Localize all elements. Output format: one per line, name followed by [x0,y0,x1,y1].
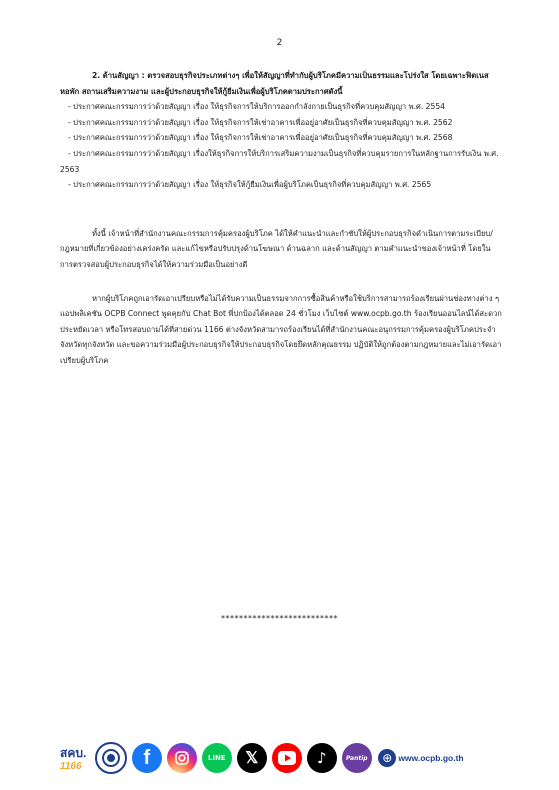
line-icon[interactable] [202,743,232,773]
facebook-icon[interactable]: f [132,743,162,773]
pantip-icon[interactable] [342,743,372,773]
page-number: 2 [276,38,283,48]
document-body [60,68,502,369]
paragraph-guidance: ทั้งนี้ เจ้าหน้าที่สำนักงานคณะกรรมการคุ้มครองผู้บริโภค ได้ให้คำแนะนำและกำชับให้ผู้ประกอบธุรกิจดำเนินการตามระเบียบ/กฎหมายที่เกี่ยวข้องอย่างเคร่งครัด และแก้ไขหรือปรับปรุงด้านโฆษณา ด้านฉลาก และด้านสัญญา ตามคำแนะนำของเจ้าหน้าที่ โดยในการตรวจสอบผู้ประกอบธุรกิจได้ให้ความร่วมมือเป็นอย่างดี [60,228,493,269]
separator: ************************** [221,614,338,623]
globe-icon: ⊕ [378,749,396,767]
announcement-item: - ประกาศคณะกรรมการว่าด้วยสัญญา เรื่องให้ธุรกิจการให้บริการเสริมความงามเป็นธุรกิจที่ควบคุมรายการในหลักฐานการรับเงิน พ.ศ. 2563 [60,146,502,177]
announcement-list [60,99,502,193]
section-heading: 2. ด้านสัญญา : ตรวจสอบธุรกิจประเภทต่างๆ เพื่อให้สัญญาที่ทำกับผู้บริโภคมีความเป็นธรรมและโปร่งใส โดยเฉพาะฟิตเนส หอพัก สถานเสริมความงาม และผู้ประกอบธุรกิจให้กู้ยืมเงินเพื่อผู้บริโภคตามประกาศดังนี้ [60,71,489,96]
line-label: LINE [207,754,226,762]
announcement-item: - ประกาศคณะกรรมการว่าด้วยสัญญา เรื่อง ให้ธุรกิจการให้บริการออกกำลังกายเป็นธุรกิจที่ควบคุมสัญญา พ.ศ. 2554 [60,99,502,115]
hotline-logo [60,744,86,772]
x-icon[interactable]: 𝕏 [237,743,267,773]
youtube-icon[interactable] [272,743,302,773]
instagram-icon[interactable] [167,743,197,773]
website-link[interactable] [378,749,463,767]
tiktok-icon[interactable]: ♪ [307,743,337,773]
hotline-name: สคบ. [60,746,87,760]
paragraph-complaint-channels: หากผู้บริโภคถูกเอารัดเอาเปรียบหรือไม่ได้รับความเป็นธรรมจากการซื้อสินค้าหรือใช้บริการสามารถร้องเรียนผ่านช่องทางต่าง ๆ แอปพลิเคชัน OCPB Connect พูดคุยกับ Chat Bot พี่ปกป้องได้ตลอด 24 ชั่วโมง เว็บไซต์ www.ocpb.go.th ร้องเรียนออนไลน์ได้สะดวก ประหยัดเวลา หรือโทรสอบถามได้ที่สายด่วน 1166 ต่างจังหวัดสามารถร้องเรียนได้ที่สำนักงานคณะอนุกรรมการคุ้มครองผู้บริโภคประจำจังหวัดทุกจังหวัด และขอความร่วมมือผู้ประกอบธุรกิจให้ประกอบธุรกิจโดยยึดหลักคุณธรรม ปฏิบัติให้ถูกต้องตามกฎหมายและไม่เอารัดเอาเปรียบผู้บริโภค [60,293,502,365]
ocpb-logo-icon [95,742,127,774]
hotline-number: 1166 [60,761,82,772]
announcement-item: - ประกาศคณะกรรมการว่าด้วยสัญญา เรื่อง ให้ธุรกิจให้กู้ยืมเงินเพื่อผู้บริโภคเป็นธุรกิจที่ควบคุมสัญญา พ.ศ. 2565 [60,177,502,193]
pantip-label: Pantip [346,754,368,762]
website-url: www.ocpb.go.th [398,753,464,763]
announcement-item: - ประกาศคณะกรรมการว่าด้วยสัญญา เรื่อง ให้ธุรกิจการให้เช่าอาคารเพื่ออยู่อาศัยเป็นธุรกิจที่ควบคุมสัญญา พ.ศ. 2568 [60,130,502,146]
announcement-item: - ประกาศคณะกรรมการว่าด้วยสัญญา เรื่อง ให้ธุรกิจการให้เช่าอาคารเพื่ออยู่อาศัยเป็นธุรกิจที่ควบคุมสัญญา พ.ศ. 2562 [60,115,502,131]
footer-bar [60,738,464,778]
